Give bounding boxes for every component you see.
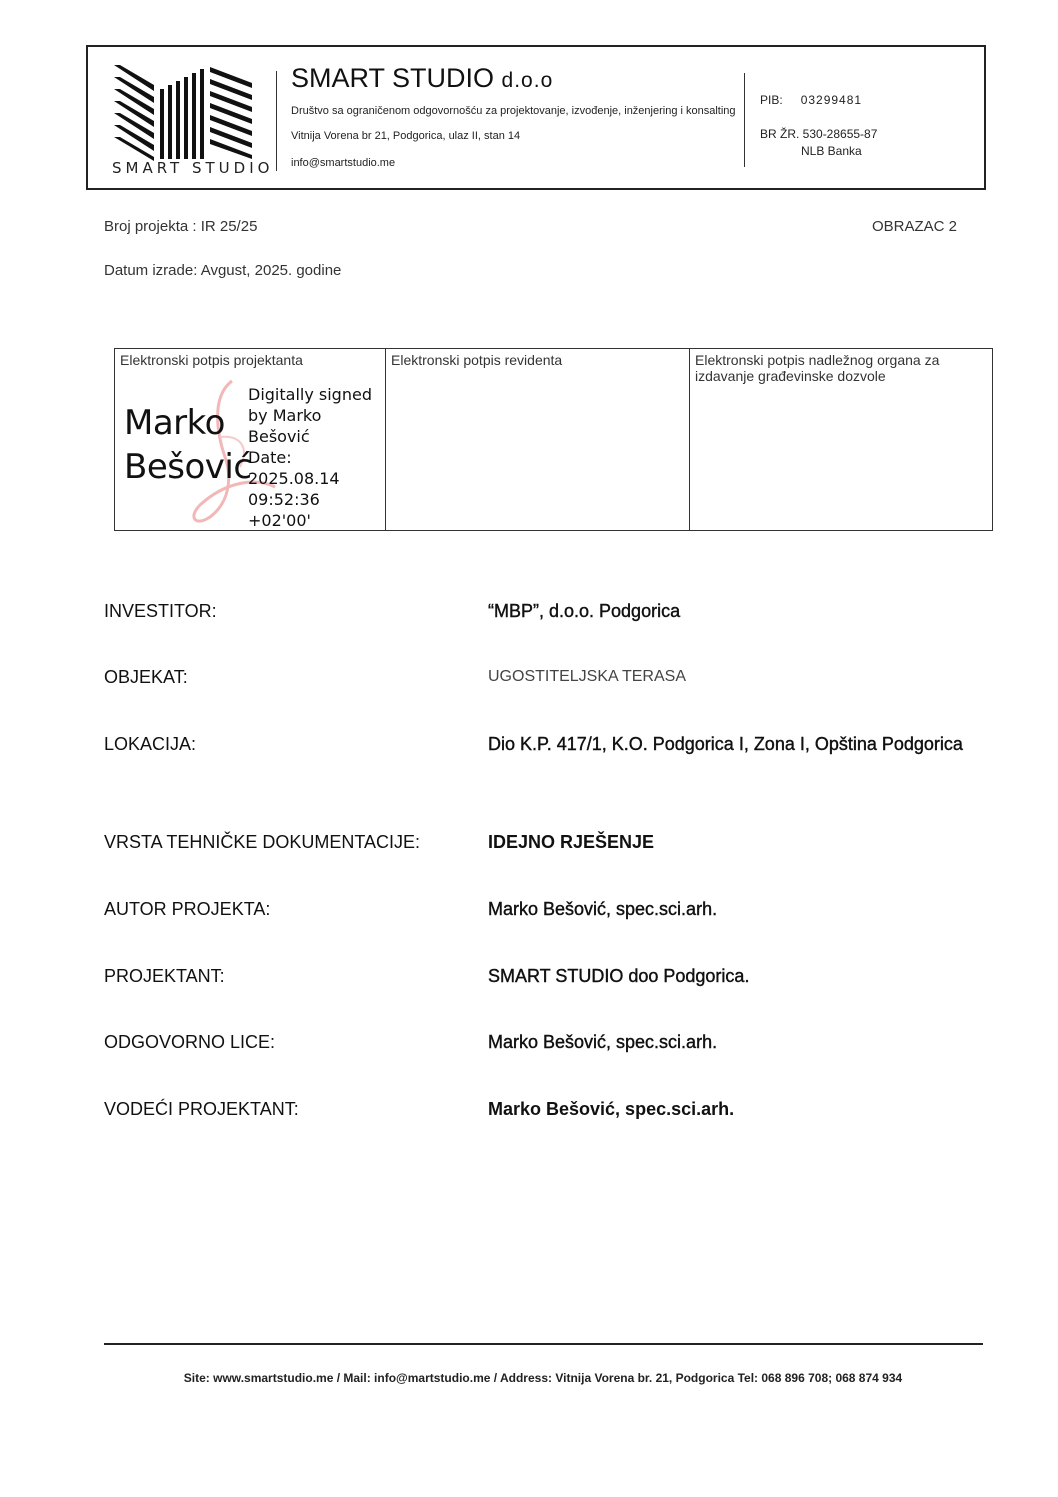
location-value: Dio K.P. 417/1, K.O. Podgorica I, Zona I, Opština Podgorica [488,734,963,754]
signature-detail-line: Bešović [248,427,310,446]
responsible-person-value: Marko Bešović, spec.sci.arh. [488,1032,718,1052]
designer-signature-cell [115,349,385,530]
signature-detail-line: Date: [248,448,292,467]
logo-wordmark: SMART STUDIO [112,159,274,177]
pib-label: PIB: [760,93,783,107]
signature-detail-line: Digitally signed [248,385,372,404]
form-number: OBRAZAC 2 [872,218,958,235]
company-name-main: SMART STUDIO [291,63,495,93]
bank-account: BR ŽR. 530-28655-87 [760,127,878,141]
signature-detail-line: by Marko [248,406,322,425]
footer-contact: Site: www.smartstudio.me / Mail: info@martstudio.me / Address: Vitnija Vorena br. 21, Podgorica Tel: 068 896 708; 068 874 934 [183,1371,903,1385]
designer-label: PROJEKTANT: [104,966,225,986]
investor-value: “MBP”, d.o.o. Podgorica [488,601,681,621]
signer-last-name: Bešović [124,447,252,487]
authority-signature-label: Elektronski potpis nadležnog organa za izdavanje građevinske dozvole [695,352,940,384]
reviewer-signature-cell [385,349,689,530]
designer-signature-label: Elektronski potpis projektanta [120,352,303,368]
signer-name [124,401,252,489]
documentation-type-label: VRSTA TEHNIČKE DOKUMENTACIJE: [104,832,421,852]
lead-designer-label: VODEĆI PROJEKTANT: [104,1099,299,1119]
project-author-label: AUTOR PROJEKTA: [104,899,271,919]
signature-detail-line: 2025.08.14 [248,469,340,488]
project-author-value: Marko Bešović, spec.sci.arh. [488,899,718,919]
object-value: UGOSTITELJSKA TERASA [488,668,686,685]
authority-signature-cell [689,349,992,530]
signature-detail-line: 09:52:36 +02'00' [248,490,320,530]
header-divider [276,71,277,171]
company-address: Vitnija Vorena br 21, Podgorica, ulaz II, stan 14 [291,130,521,142]
project-number: Broj projekta : IR 25/25 [104,218,258,235]
investor-label: INVESTITOR: [104,601,217,621]
signature-table [114,348,993,531]
bank-name: NLB Banka [801,144,862,158]
signature-details [248,384,385,531]
lead-designer-value: Marko Bešović, spec.sci.arh. [488,1099,735,1119]
reviewer-signature-label: Elektronski potpis revidenta [391,352,563,368]
letterhead [86,45,986,190]
responsible-person-label: ODGOVORNO LICE: [104,1032,276,1052]
documentation-type-value: IDEJNO RJEŠENJE [488,832,655,852]
header-divider-right [744,73,745,167]
footer-divider [104,1343,983,1345]
company-email: info@smartstudio.me [291,157,396,169]
company-name-suffix: d.o.o [501,69,554,92]
creation-date: Datum izrade: Avgust, 2025. godine [104,262,342,279]
designer-value: SMART STUDIO doo Podgorica. [488,966,750,986]
pib-info [760,93,862,107]
company-name [291,63,553,94]
pib-value: 03299481 [800,93,863,107]
object-label: OBJEKAT: [104,667,188,687]
location-label: LOKACIJA: [104,734,197,754]
signer-first-name: Marko [124,403,225,443]
company-description: Društvo sa ograničenom odgovornošću za projektovanje, izvođenje, inženjering i konsalting [291,105,736,117]
